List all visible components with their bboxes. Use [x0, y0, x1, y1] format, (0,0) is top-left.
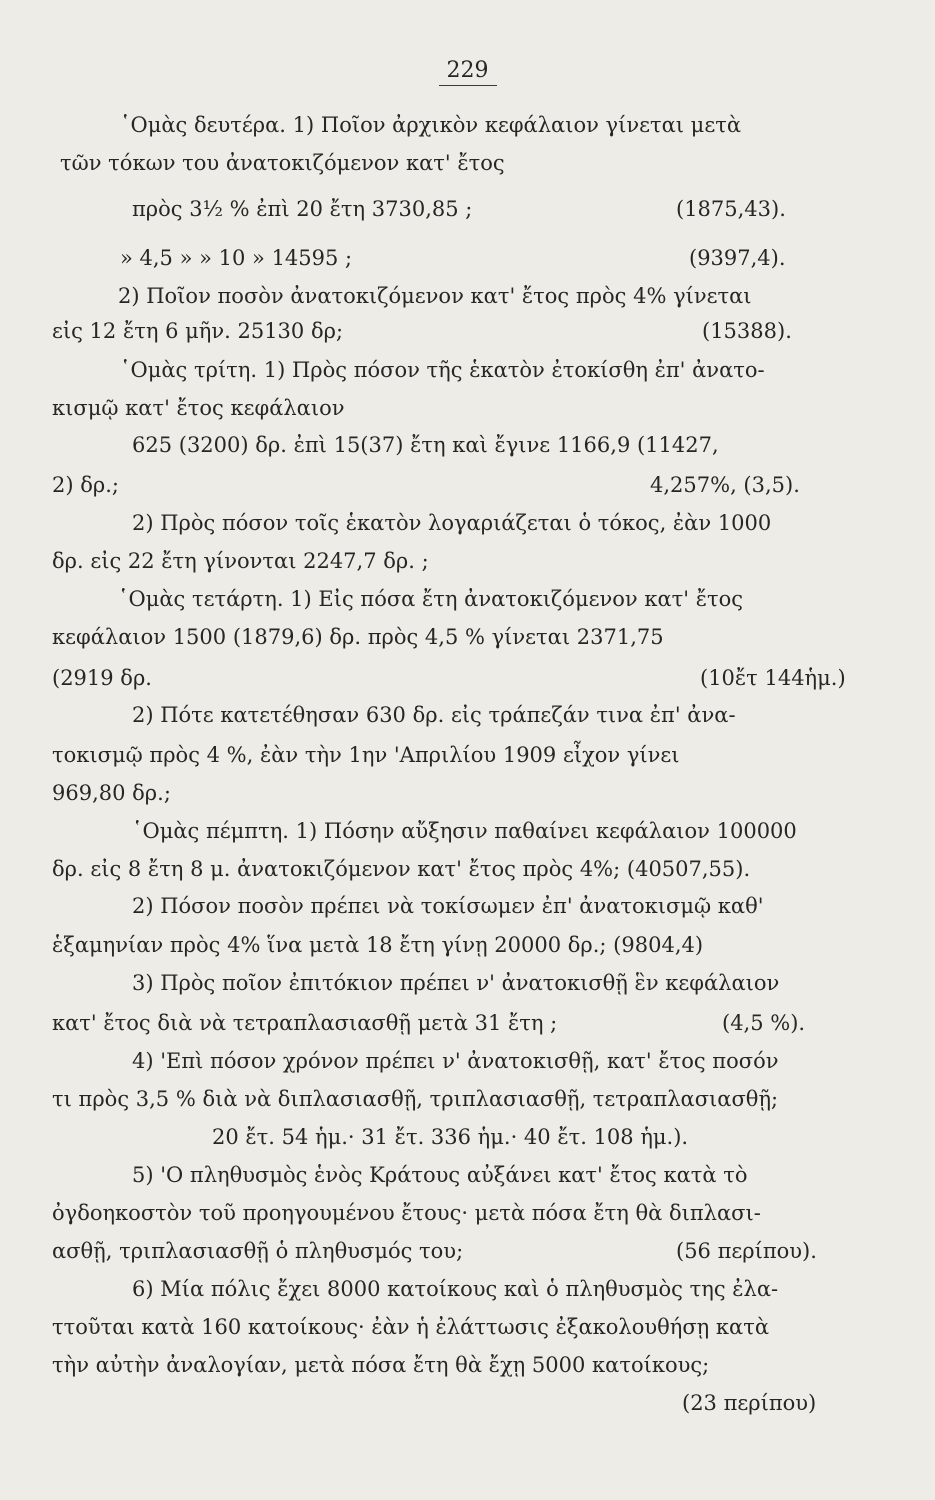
text-line: κισμῷ κατ' ἔτος κεφάλαιον: [52, 396, 345, 420]
text-line: τοκισμῷ πρὸς 4 %, ἐὰν τὴν 1ην 'Απριλίου 1909 εἶχον γίνει: [52, 743, 680, 767]
answer-text: 4,257%, (3,5).: [650, 473, 800, 497]
text-line: 2) Ποῖον ποσὸν ἀνατοκιζόμενον κατ' ἔτος πρὸς 4% γίνεται: [118, 284, 752, 308]
text-line: κατ' ἔτος διὰ νὰ τετραπλασιασθῇ μετὰ 31 ἔτη ;: [52, 1011, 558, 1035]
answer-text: (1875,43).: [676, 197, 786, 221]
text-line: ἑξαμηνίαν πρὸς 4% ἵνα μετὰ 18 ἔτη γίνῃ 20000 δρ.; (9804,4): [52, 933, 704, 957]
text-line: 20 ἔτ. 54 ἡμ.· 31 ἔτ. 336 ἡμ.· 40 ἔτ. 108 ἡμ.).: [212, 1125, 689, 1149]
text-line: ασθῇ, τριπλασιασθῇ ὁ πληθυσμός του;: [52, 1239, 464, 1263]
text-line: κεφάλαιον 1500 (1879,6) δρ. πρὸς 4,5 % γίνεται 2371,75: [52, 625, 664, 649]
text-line: 2) Πότε κατετέθησαν 630 δρ. εἰς τράπεζάν τινα ἐπ' ἀνα-: [132, 703, 736, 727]
answer-text: (9397,4).: [689, 246, 786, 270]
text-line: ῾Ομὰς πέμπτη. 1) Πόσην αὔξησιν παθαίνει κεφάλαιον 100000: [132, 819, 797, 843]
text-line: 2) δρ.;: [52, 473, 119, 497]
text-line: δρ. εἰς 22 ἔτη γίνονται 2247,7 δρ. ;: [52, 549, 429, 573]
answer-text: (56 περίπου).: [676, 1239, 817, 1263]
answer-text: (4,5 %).: [722, 1011, 806, 1035]
answer-text: (10ἔτ 144ἡμ.): [700, 666, 846, 690]
text-line: 4) 'Επὶ πόσον χρόνον πρέπει ν' ἀνατοκισθῇ, κατ' ἔτος ποσόν: [132, 1049, 779, 1073]
text-line: » 4,5 » » 10 » 14595 ;: [120, 246, 353, 270]
text-line: 3) Πρὸς ποῖον ἐπιτόκιον πρέπει ν' ἀνατοκισθῇ ἓν κεφάλαιον: [132, 971, 780, 995]
text-line: 5) 'Ο πληθυσμὸς ἑνὸς Κράτους αὐξάνει κατ' ἔτος κατὰ τὸ: [132, 1163, 748, 1187]
answer-text: (15388).: [702, 319, 792, 343]
text-line: 6) Μία πόλις ἔχει 8000 κατοίκους καὶ ὁ πληθυσμὸς της ἐλα-: [132, 1277, 779, 1301]
text-line: ῾Ομὰς τετάρτη. 1) Εἰς πόσα ἔτη ἀνατοκιζόμενον κατ' ἔτος: [118, 587, 743, 611]
text-line: ῾Ομὰς τρίτη. 1) Πρὸς πόσον τῆς ἑκατὸν ἐτοκίσθη ἐπ' ἀνατο-: [120, 358, 765, 382]
answer-text: (23 περίπου): [682, 1391, 817, 1415]
text-line: 2) Πρὸς πόσον τοῖς ἑκατὸν λογαριάζεται ὁ τόκος, ἐὰν 1000: [132, 511, 772, 535]
text-line: τι πρὸς 3,5 % διὰ νὰ διπλασιασθῇ, τριπλασιασθῇ, τετραπλασιασθῇ;: [52, 1087, 779, 1111]
text-line: τὴν αὐτὴν ἀναλογίαν, μετὰ πόσα ἔτη θὰ ἔχῃ 5000 κατοίκους;: [52, 1353, 710, 1377]
text-line: ῾Ομὰς δευτέρα. 1) Ποῖον ἀρχικὸν κεφάλαιον γίνεται μετὰ: [120, 113, 742, 137]
text-line: 2) Πόσον ποσὸν πρέπει νὰ τοκίσωμεν ἐπ' ἀνατοκισμῷ καθ': [132, 894, 764, 918]
text-line: δρ. εἰς 8 ἔτη 8 μ. ἀνατοκιζόμενον κατ' ἔτος πρὸς 4%; (40507,55).: [52, 857, 751, 881]
page-number: 229: [0, 58, 935, 83]
text-line: πρὸς 3½ % ἐπὶ 20 ἔτη 3730,85 ;: [132, 197, 473, 221]
text-line: (2919 δρ.: [52, 666, 152, 690]
text-line: εἰς 12 ἔτη 6 μῆν. 25130 δρ;: [52, 319, 344, 343]
text-line: ὀγδοηκοστὸν τοῦ προηγουμένου ἔτους· μετὰ πόσα ἔτη θὰ διπλασι-: [52, 1201, 761, 1225]
text-line: ττοῦται κατὰ 160 κατοίκους· ἐὰν ἡ ἐλάττωσις ἐξακολουθήσῃ κατὰ: [52, 1315, 770, 1339]
text-line: τῶν τόκων του ἀνατοκιζόμενον κατ' ἔτος: [60, 151, 505, 175]
text-line: 969,80 δρ.;: [52, 781, 171, 805]
text-line: 625 (3200) δρ. ἐπὶ 15(37) ἔτη καὶ ἔγινε 1166,9 (11427,: [132, 433, 719, 457]
